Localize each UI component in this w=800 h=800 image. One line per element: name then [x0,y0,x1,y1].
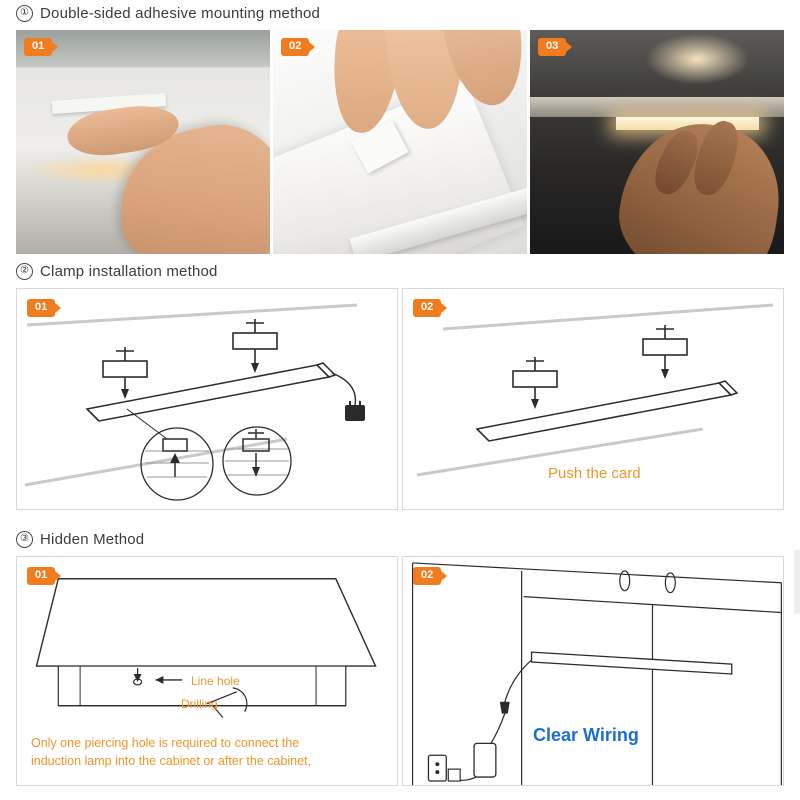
photo-step-03 [530,30,784,254]
step-badge-01: 01 [24,38,52,56]
section-2-title: Clamp installation method [40,262,218,280]
drawing-hidden-step-02 [402,556,784,786]
section-clamp-installation [0,258,800,526]
section-1-title: Double-sided adhesive mounting method [40,4,321,22]
section-1-number: ① [16,5,33,22]
section-hidden-method [0,526,800,800]
drawing-clamp-step-02 [402,288,784,510]
drilling-label: Drilling [181,697,218,711]
line-hole-label: Line hole [191,674,240,688]
photo-step-02 [273,30,527,254]
push-the-card-caption: Push the card [548,465,641,482]
photo-step-01 [16,30,270,254]
step-badge-02: 02 [413,299,441,317]
section-3-title: Hidden Method [40,530,145,548]
step-badge-03: 03 [538,38,566,56]
section-2-number: ② [16,263,33,280]
section-1-heading [0,0,800,26]
section-3-heading [0,526,800,552]
drawing-clamp-step-01 [16,288,398,510]
clamp-diagram-1 [17,289,397,509]
drawing-hidden-step-01 [16,556,398,786]
step-badge-01: 01 [27,567,55,585]
ceiling-light-glow [647,34,749,83]
cabinet-shelf [530,97,784,117]
section-2-heading [0,258,800,284]
hidden-diagram-2 [403,557,783,785]
section-2-drawing-row [16,288,784,510]
clear-wiring-caption: Clear Wiring [533,725,639,745]
step-badge-02: 02 [413,567,441,585]
section-1-photo-row [16,30,784,254]
section-3-drawing-row [16,556,784,786]
hidden-caption-line-2: induction lamp into the cabinet or after the cabinet, [31,754,312,768]
hidden-caption-line-1: Only one piercing hole is required to connect the [31,736,300,750]
step-badge-02: 02 [281,38,309,56]
section-adhesive-mounting [0,0,800,258]
section-3-number: ③ [16,531,33,548]
step-badge-01: 01 [27,299,55,317]
